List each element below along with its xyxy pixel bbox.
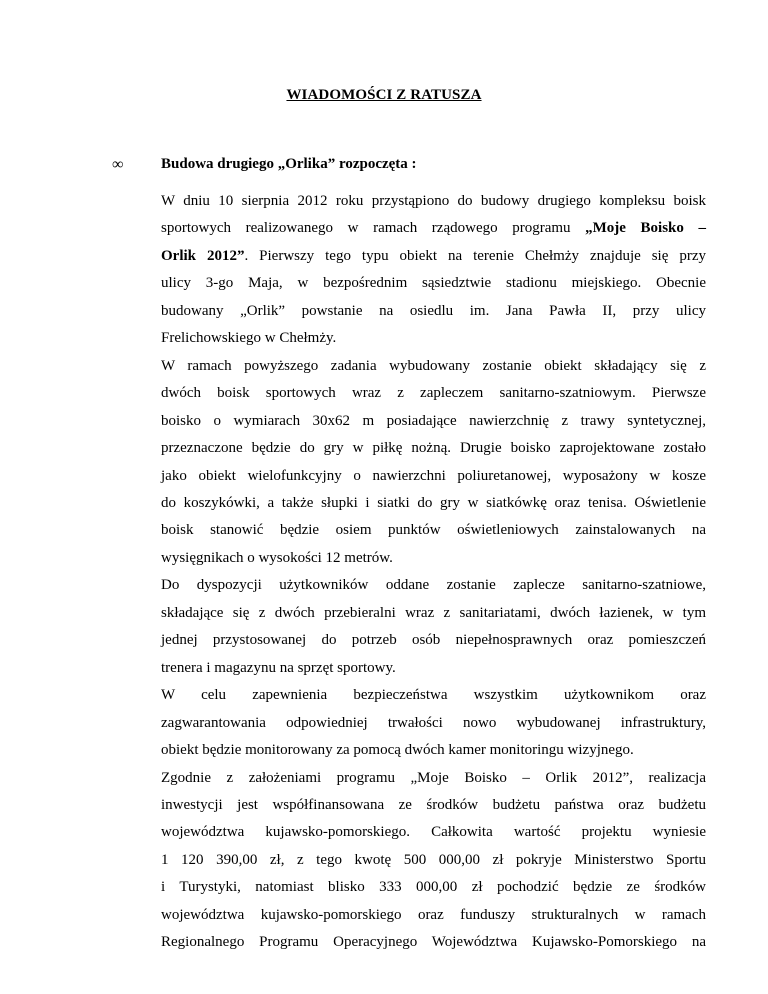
infinity-bullet-icon: ∞	[112, 156, 124, 173]
text-line: jako obiekt wielofunkcyjny o nawierzchni poliuretanowej, wyposażony w kosze	[161, 467, 706, 484]
text-line: boisko o wymiarach 30x62 m posiadające nawierzchnię z trawy syntetycznej,	[161, 412, 706, 429]
text-line: W dniu 10 sierpnia 2012 roku przystąpiono do budowy drugiego kompleksu boisk	[161, 193, 706, 209]
text-line: Regionalnego Programu Operacyjnego Województwa Kujawsko-Pomorskiego na	[161, 934, 706, 951]
text-line	[161, 215, 706, 242]
text-line: trenera i magazynu na sprzęt sportowy.	[161, 659, 396, 676]
text-span: . Pierwszy tego typu obiekt na terenie Chełmży znajduje się przy	[244, 247, 706, 264]
text-line: jednej przystosowanej do potrzeb osób niepełnosprawnych oraz pomieszczeń	[161, 632, 706, 649]
text-line: W ramach powyższego zadania wybudowany zostanie obiekt składający się z	[161, 357, 706, 374]
text-line: Zgodnie z założeniami programu „Moje Boisko – Orlik 2012”, realizacja	[161, 769, 706, 786]
text-line: 1 120 390,00 zł, z tego kwotę 500 000,00 zł pokryje Ministerstwo Sportu	[161, 851, 706, 868]
text-line: zagwarantowania odpowiedniej trwałości nowo wybudowanej infrastruktury,	[161, 714, 706, 731]
article-body	[161, 188, 706, 957]
text-line: składające się z dwóch przebieralni wraz z sanitariatami, dwóch łazienek, w tym	[161, 604, 706, 621]
text-line: W celu zapewnienia bezpieczeństwa wszystkim użytkownikom oraz	[161, 687, 706, 704]
text-line: inwestycji jest współfinansowana ze środków budżetu państwa oraz budżetu	[161, 796, 706, 813]
text-line: Frelichowskiego w Chełmży.	[161, 330, 337, 347]
text-line: przeznaczone będzie do gry w piłkę nożną. Drugie boisko zaprojektowane zostało	[161, 440, 706, 457]
text-line: dwóch boisk sportowych wraz z zapleczem sanitarno-szatniowym. Pierwsze	[161, 385, 706, 402]
text-line: województwa kujawsko-pomorskiego. Całkowita wartość projektu wyniesie	[161, 824, 706, 841]
text-line: województwa kujawsko-pomorskiego oraz funduszy strukturalnych w ramach	[161, 906, 706, 923]
bold-text: Orlik 2012”	[161, 247, 245, 264]
text-line: wysięgnikach o wysokości 12 metrów.	[161, 549, 393, 566]
text-line: boisk stanowić będzie osiem punktów oświetleniowych zainstalowanych na	[161, 522, 706, 539]
text-line	[161, 243, 706, 270]
page-title: WIADOMOŚCI Z RATUSZA	[286, 87, 482, 103]
text-line: ulicy 3-go Maja, w bezpośrednim sąsiedztwie stadionu miejskiego. Obecnie	[161, 275, 706, 292]
text-line: Do dyspozycji użytkowników oddane zostanie zaplecze sanitarno-szatniowe,	[161, 577, 706, 594]
bold-text: „Moje Boisko –	[585, 220, 706, 237]
text-line: budowany „Orlik” powstanie na osiedlu im. Jana Pawła II, przy ulicy	[161, 302, 706, 319]
section-heading: Budowa drugiego „Orlika” rozpoczęta :	[161, 156, 417, 172]
text-line: obiekt będzie monitorowany za pomocą dwóch kamer monitoringu wizyjnego.	[161, 742, 634, 759]
text-line: i Turystyki, natomiast blisko 333 000,00 zł pochodzić będzie ze środków	[161, 879, 706, 896]
text-span: sportowych realizowanego w ramach rządowego programu	[161, 220, 586, 237]
text-line: do koszykówki, a także słupki i siatki do gry w siatkówkę oraz tenisa. Oświetlenie	[161, 494, 706, 511]
